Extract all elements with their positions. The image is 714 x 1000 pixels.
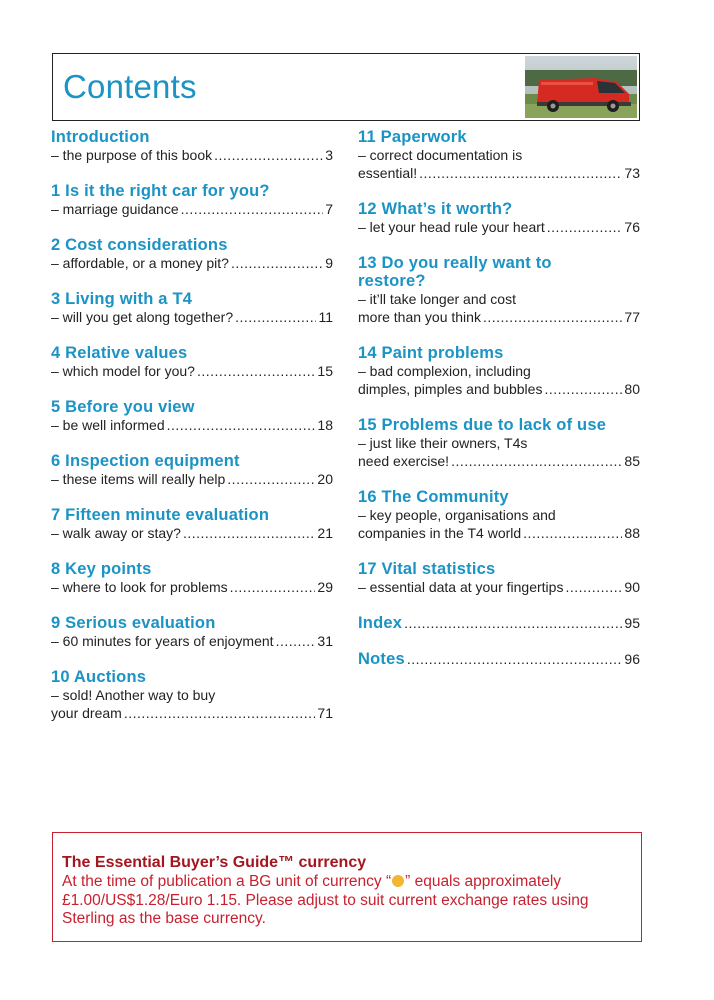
toc-entry-title[interactable]: 14 Paint problems	[358, 344, 504, 362]
toc-entry-title[interactable]: 9 Serious evaluation	[51, 614, 216, 632]
toc-page-number: 3	[325, 147, 333, 163]
toc-page-number: 9	[325, 255, 333, 271]
contents-left-column	[51, 128, 333, 722]
toc-entry-desc: – let your head rule your heart	[358, 219, 545, 235]
toc-entry-desc: – just like their owners, T4s	[358, 435, 528, 451]
toc-entry[interactable]	[51, 506, 333, 542]
toc-page-number: 21	[317, 525, 333, 541]
toc-entry-title[interactable]: 5 Before you view	[51, 398, 195, 416]
toc-page-number: 15	[317, 363, 333, 379]
toc-page-number: 96	[624, 651, 640, 667]
toc-entry-desc: – marriage guidance	[51, 201, 179, 217]
toc-entry-title[interactable]: 1 Is it the right car for you?	[51, 182, 270, 200]
leader-dots	[419, 164, 622, 182]
toc-page-number: 90	[624, 579, 640, 595]
leader-dots	[231, 254, 323, 272]
toc-entry-desc: – where to look for problems	[51, 579, 228, 595]
leader-dots	[124, 704, 316, 722]
leader-dots	[235, 308, 316, 326]
toc-entry-title[interactable]: 15 Problems due to lack of use	[358, 416, 607, 434]
toc-page-number: 29	[317, 579, 333, 595]
toc-entry[interactable]	[51, 398, 333, 434]
toc-entry-desc: – be well informed	[51, 417, 165, 433]
currency-text-part: ” equals approximately £1.00/US$1.28/Euro 1.15. Please adjust to suit current exchange rates using Sterling as the base currency.	[62, 873, 589, 927]
leader-dots	[227, 470, 315, 488]
leader-dots	[565, 578, 622, 596]
toc-page-number: 85	[624, 453, 640, 469]
leader-dots	[183, 524, 315, 542]
toc-entry-notes[interactable]	[358, 650, 640, 668]
toc-page-number: 7	[325, 201, 333, 217]
toc-entry-title[interactable]: 12 What’s it worth?	[358, 200, 513, 218]
toc-entry[interactable]	[358, 560, 640, 596]
leader-dots	[404, 614, 622, 632]
leader-dots	[544, 380, 622, 398]
leader-dots	[181, 200, 324, 218]
toc-entry-desc: – which model for you?	[51, 363, 195, 379]
leader-dots	[230, 578, 316, 596]
toc-entry-desc-cont: your dream	[51, 705, 122, 721]
toc-entry-desc: – walk away or stay?	[51, 525, 181, 541]
toc-entry-title[interactable]: 6 Inspection equipment	[51, 452, 240, 470]
toc-entry[interactable]	[51, 290, 333, 326]
leader-dots	[451, 452, 622, 470]
bg-coin-icon	[392, 875, 404, 887]
currency-text-part: At the time of publication a BG unit of currency “	[62, 873, 392, 890]
toc-entry[interactable]	[51, 614, 333, 650]
currency-title: The Essential Buyer’s Guide™ currency	[62, 854, 367, 871]
toc-entry-desc-cont: essential!	[358, 165, 418, 181]
toc-page-number: 76	[624, 219, 640, 235]
toc-entry-desc: – sold! Another way to buy	[51, 687, 216, 703]
toc-entry-desc: – the purpose of this book	[51, 147, 213, 163]
toc-page-number: 80	[624, 381, 640, 397]
toc-entry[interactable]	[358, 488, 640, 542]
toc-entry-title[interactable]: 11 Paperwork	[358, 128, 467, 146]
toc-entry-desc: – affordable, or a money pit?	[51, 255, 229, 271]
toc-entry-title[interactable]: 17 Vital statistics	[358, 560, 496, 578]
leader-dots	[214, 146, 323, 164]
toc-entry-desc-cont: need exercise!	[358, 453, 450, 469]
toc-entry-title[interactable]: 7 Fifteen minute evaluation	[51, 506, 270, 524]
contents-right-column	[358, 128, 640, 668]
toc-page-number: 11	[318, 309, 333, 325]
page-title: Contents	[63, 68, 197, 105]
toc-entry-desc: – essential data at your fingertips	[358, 579, 564, 595]
toc-page-number: 20	[317, 471, 333, 487]
toc-entry[interactable]	[51, 668, 333, 722]
toc-entry-title[interactable]: Introduction	[51, 128, 150, 146]
toc-entry[interactable]	[358, 344, 640, 398]
toc-page-number: 18	[317, 417, 333, 433]
toc-entry-desc: – it’ll take longer and cost	[358, 291, 516, 307]
toc-entry[interactable]	[51, 344, 333, 380]
toc-entry[interactable]	[358, 200, 640, 236]
toc-entry-desc-cont: companies in the T4 world	[358, 525, 522, 541]
leader-dots	[483, 308, 622, 326]
leader-dots	[547, 218, 623, 236]
currency-note-box	[52, 832, 642, 942]
toc-page-number: 73	[624, 165, 640, 181]
toc-entry[interactable]	[358, 416, 640, 470]
toc-entry-desc: – will you get along together?	[51, 309, 234, 325]
toc-entry-index[interactable]	[358, 614, 640, 632]
van-photo	[525, 56, 637, 118]
toc-entry[interactable]	[51, 560, 333, 596]
toc-entry-desc: – these items will really help	[51, 471, 226, 487]
toc-entry[interactable]	[51, 182, 333, 218]
toc-entry-desc: – key people, organisations and	[358, 507, 556, 523]
toc-entry-desc: – bad complexion, including	[358, 363, 531, 379]
toc-entry-desc-cont: more than you think	[358, 309, 481, 325]
toc-entry-title[interactable]: 8 Key points	[51, 560, 152, 578]
toc-entry-title[interactable]: 13 Do you really want to restore?	[358, 254, 552, 290]
toc-entry-title[interactable]: 4 Relative values	[51, 344, 188, 362]
toc-page-number: 95	[624, 615, 640, 631]
toc-page-number: 31	[317, 633, 333, 649]
toc-entry[interactable]	[358, 254, 640, 326]
toc-entry-title[interactable]: 2 Cost considerations	[51, 236, 228, 254]
leader-dots	[276, 632, 316, 650]
toc-entry[interactable]	[51, 128, 333, 164]
leader-dots	[523, 524, 622, 542]
toc-page-number: 71	[317, 705, 333, 721]
toc-entry[interactable]	[51, 236, 333, 272]
toc-entry-desc: – 60 minutes for years of enjoyment	[51, 633, 274, 649]
toc-entry[interactable]	[51, 452, 333, 488]
toc-entry[interactable]	[358, 128, 640, 182]
leader-dots	[407, 650, 623, 668]
toc-entry-title[interactable]: 3 Living with a T4	[51, 290, 193, 308]
toc-entry-title[interactable]: Index	[358, 614, 403, 632]
currency-text	[62, 873, 637, 929]
toc-entry-title[interactable]: Notes	[358, 650, 405, 668]
toc-entry-desc-cont: dimples, pimples and bubbles	[358, 381, 543, 397]
toc-entry-title[interactable]: 16 The Community	[358, 488, 509, 506]
toc-page-number: 88	[624, 525, 640, 541]
leader-dots	[167, 416, 316, 434]
toc-entry-desc: – correct documentation is	[358, 147, 523, 163]
toc-entry-title[interactable]: 10 Auctions	[51, 668, 147, 686]
contents-header	[52, 53, 640, 121]
leader-dots	[197, 362, 315, 380]
toc-page-number: 77	[624, 309, 640, 325]
